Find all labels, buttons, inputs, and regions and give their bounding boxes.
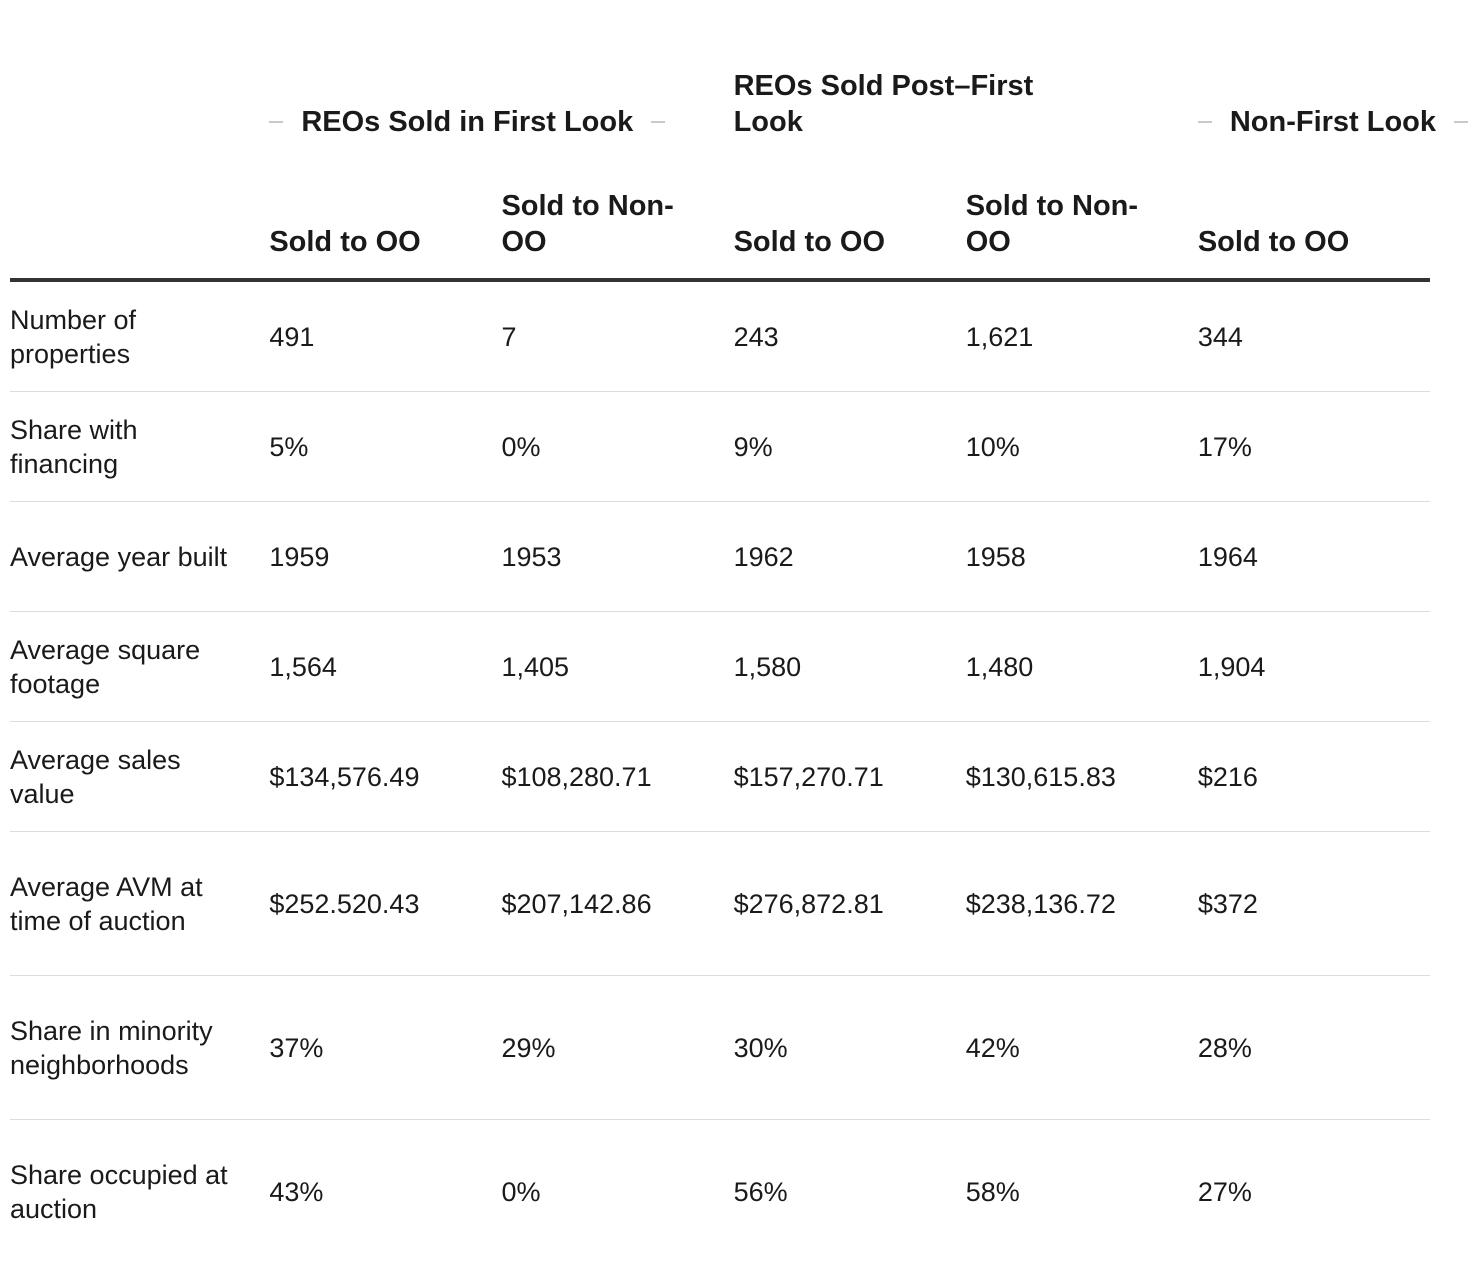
row-label: Share in minority neighborhoods — [10, 976, 269, 1120]
column-header: Sold to OO — [734, 160, 966, 280]
table-cell: 9% — [734, 392, 966, 502]
table-row — [10, 832, 1430, 976]
table-cell: 491 — [269, 280, 501, 392]
table-cell: $130,615.83 — [966, 722, 1198, 832]
table-cell: 1,564 — [269, 612, 501, 722]
row-label: Average AVM at time of auction — [10, 832, 269, 976]
table-cell: 1,405 — [501, 612, 733, 722]
group-dash-left — [1198, 121, 1212, 123]
group-header-label: REOs Sold in First Look — [301, 104, 633, 140]
table-cell: 1,621 — [966, 280, 1198, 392]
group-header-corner — [10, 0, 269, 160]
table-cell: 58% — [966, 1120, 1198, 1263]
table-row — [10, 1120, 1430, 1263]
group-header-post-first-look — [734, 0, 1198, 160]
table-row — [10, 502, 1430, 612]
data-table-container[interactable] — [10, 0, 1210, 1232]
group-header-first-look — [269, 0, 733, 160]
table-cell: 0% — [501, 1120, 733, 1263]
table-cell: 5% — [269, 392, 501, 502]
group-dash-right — [651, 121, 665, 123]
row-label: Number of properties — [10, 280, 269, 392]
group-dash-right — [1454, 121, 1468, 123]
column-header: Sold to Non-OO — [501, 160, 733, 280]
column-header: Sold to Non-OO — [966, 160, 1198, 280]
row-label: Average square footage — [10, 612, 269, 722]
table-cell: 344 — [1198, 280, 1430, 392]
table-cell: $252.520.43 — [269, 832, 501, 976]
group-header-non-first-look — [1198, 0, 1430, 160]
table-cell: $372 — [1198, 832, 1430, 976]
table-cell: 1,580 — [734, 612, 966, 722]
table-cell: $216 — [1198, 722, 1430, 832]
table-cell: 1964 — [1198, 502, 1430, 612]
table-cell: 1959 — [269, 502, 501, 612]
row-label: Share occupied at auction — [10, 1120, 269, 1263]
table-cell: 29% — [501, 976, 733, 1120]
table-cell: $157,270.71 — [734, 722, 966, 832]
column-header: Sold to OO — [1198, 160, 1430, 280]
table-cell: 1958 — [966, 502, 1198, 612]
table-cell: $276,872.81 — [734, 832, 966, 976]
row-label: Average sales value — [10, 722, 269, 832]
column-header-corner — [10, 160, 269, 280]
group-header-label: Non-First Look — [1230, 104, 1436, 140]
table-cell: 7 — [501, 280, 733, 392]
group-dash-left — [269, 121, 283, 123]
column-header: Sold to OO — [269, 160, 501, 280]
table-cell: 1953 — [501, 502, 733, 612]
table-row — [10, 976, 1430, 1120]
reo-sales-table — [10, 0, 1430, 1263]
table-cell: 28% — [1198, 976, 1430, 1120]
table-cell: 1,904 — [1198, 612, 1430, 722]
table-cell: $108,280.71 — [501, 722, 733, 832]
table-cell: 17% — [1198, 392, 1430, 502]
table-cell: 56% — [734, 1120, 966, 1263]
table-cell: 0% — [501, 392, 733, 502]
table-row — [10, 722, 1430, 832]
table-cell: 10% — [966, 392, 1198, 502]
table-cell: 43% — [269, 1120, 501, 1263]
column-header-row — [10, 160, 1430, 280]
table-cell: 37% — [269, 976, 501, 1120]
table-cell: 1962 — [734, 502, 966, 612]
table-row — [10, 612, 1430, 722]
table-row — [10, 280, 1430, 392]
table-cell: 27% — [1198, 1120, 1430, 1263]
table-row — [10, 392, 1430, 502]
table-cell: $238,136.72 — [966, 832, 1198, 976]
table-cell: 42% — [966, 976, 1198, 1120]
row-label: Average year built — [10, 502, 269, 612]
group-header-row — [10, 0, 1430, 160]
table-cell: 243 — [734, 280, 966, 392]
table-cell: 1,480 — [966, 612, 1198, 722]
table-cell: $207,142.86 — [501, 832, 733, 976]
table-cell: 30% — [734, 976, 966, 1120]
row-label: Share with financing — [10, 392, 269, 502]
group-header-label: REOs Sold Post–First Look — [734, 68, 1034, 140]
table-cell: $134,576.49 — [269, 722, 501, 832]
